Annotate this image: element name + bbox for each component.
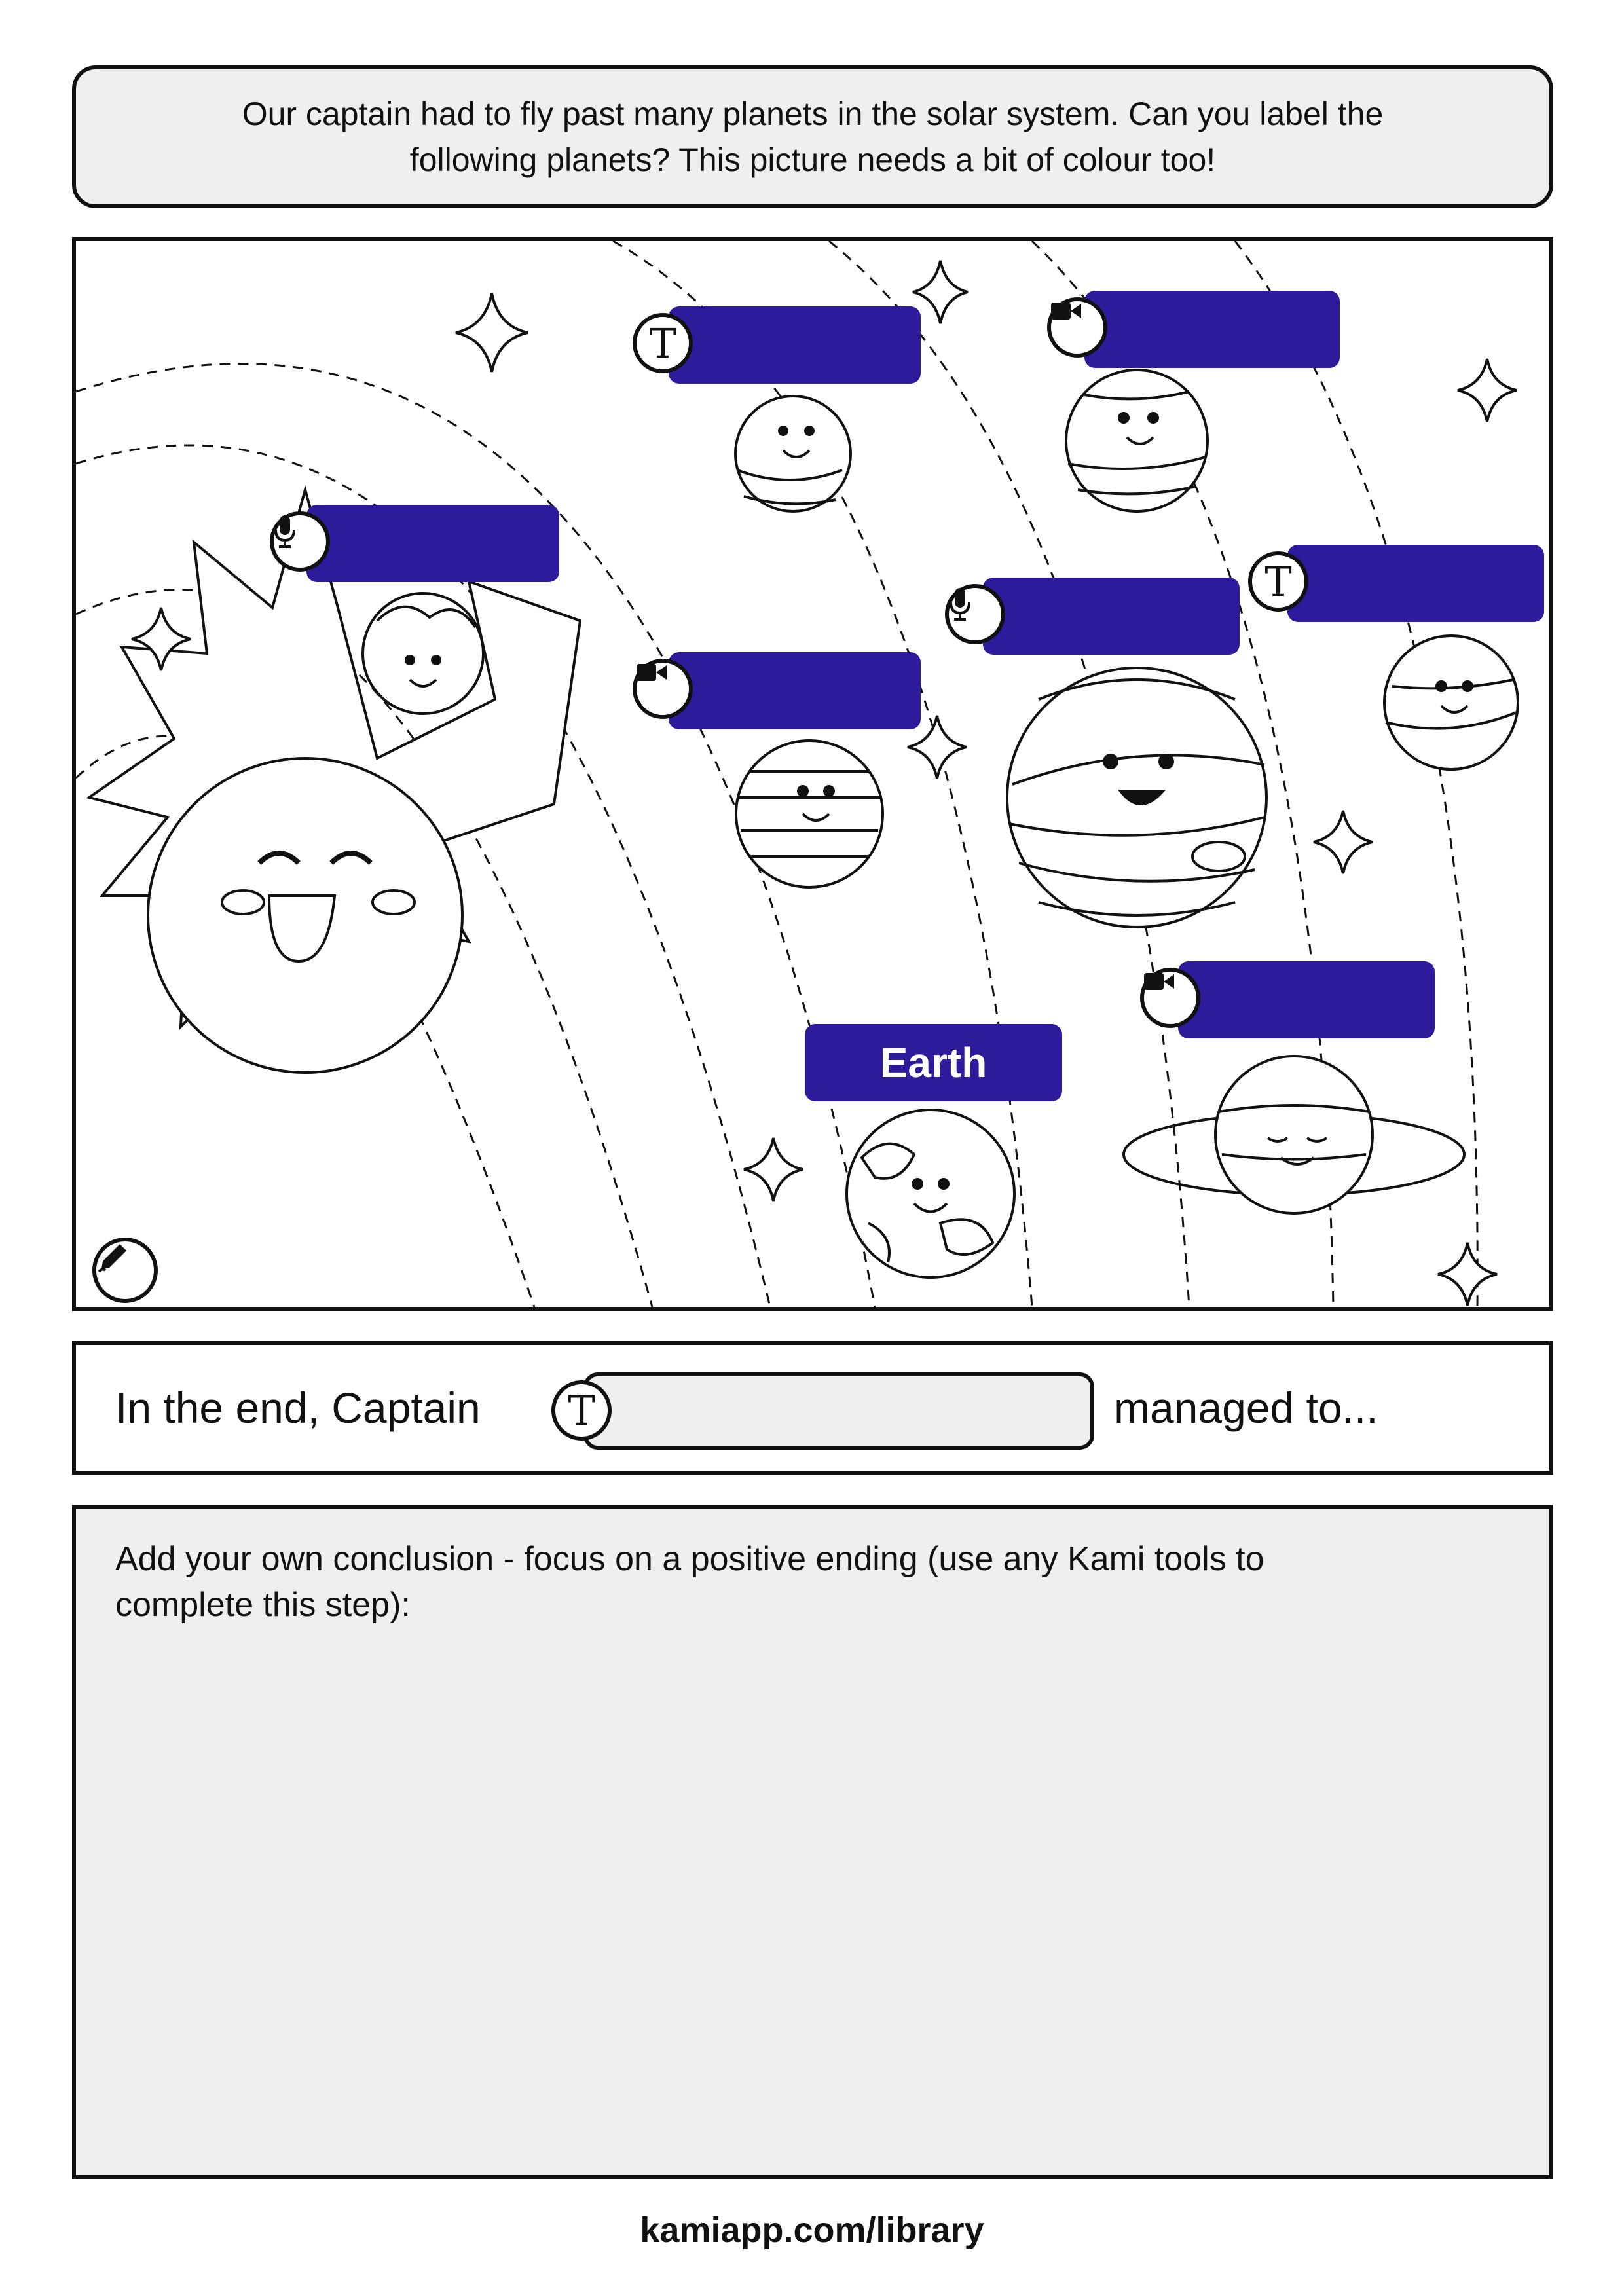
planet-label-box[interactable] [1084,291,1340,368]
planet-label-box[interactable] [983,578,1240,655]
instructions-line-1: Our captain had to fly past many planets in the solar system. Can you label the [242,96,1384,132]
video-tool-icon[interactable] [1047,297,1107,358]
star-1 [456,293,528,372]
planet-label-box[interactable] [306,505,559,582]
pencil-icon [96,1241,129,1274]
conclusion-box[interactable] [72,1505,1553,2179]
jupiter-planet [1066,370,1208,511]
video-camera-icon [1051,301,1081,321]
big-planet [1007,668,1266,927]
planet-label-box[interactable] [669,306,921,384]
captain-sentence-box [72,1341,1553,1475]
star-7 [744,1138,803,1201]
mercury-planet [363,593,483,714]
video-camera-icon [637,663,667,682]
text-tool-icon[interactable]: T [551,1380,612,1441]
video-tool-icon[interactable] [633,659,693,719]
drawing-tool-icon[interactable] [92,1238,158,1303]
text-tool-icon[interactable]: T [633,313,693,373]
microphone-icon [274,515,296,548]
venus-planet [735,396,851,511]
solar-system-scene [72,237,1553,1311]
microphone-tool-icon[interactable] [945,584,1005,644]
planet-label-box[interactable] [669,652,921,729]
planet-label-box[interactable] [1178,961,1435,1038]
captain-name-input[interactable] [583,1372,1094,1450]
star-8 [1438,1243,1497,1306]
instructions-line-2: following planets? This picture needs a bit of colour too! [409,141,1216,178]
neptune-planet [1384,636,1518,769]
video-camera-icon [1144,972,1174,991]
star-6 [1314,811,1373,873]
instructions-box [72,65,1553,208]
conclusion-prompt-line-2: complete this step): [115,1586,411,1624]
earth-planet [847,1110,1014,1277]
text-tool-icon[interactable]: T [1248,551,1308,612]
microphone-icon [949,588,971,621]
mars-planet [736,741,883,887]
solar-system-illustration [76,241,1549,1307]
star-3 [1458,359,1517,422]
video-tool-icon[interactable] [1140,968,1200,1028]
microphone-tool-icon[interactable] [270,511,330,572]
conclusion-prompt-line-1: Add your own conclusion - focus on a positive ending (use any Kami tools to [115,1540,1264,1578]
star-2 [913,261,968,323]
captain-sentence-start: In the end, Captain [115,1384,481,1432]
captain-sentence-end: managed to... [1114,1384,1378,1432]
footer-link[interactable]: kamiapp.com/library [640,2211,984,2250]
planet-label-box[interactable] [1287,545,1544,622]
earth-label: Earth [805,1024,1062,1101]
